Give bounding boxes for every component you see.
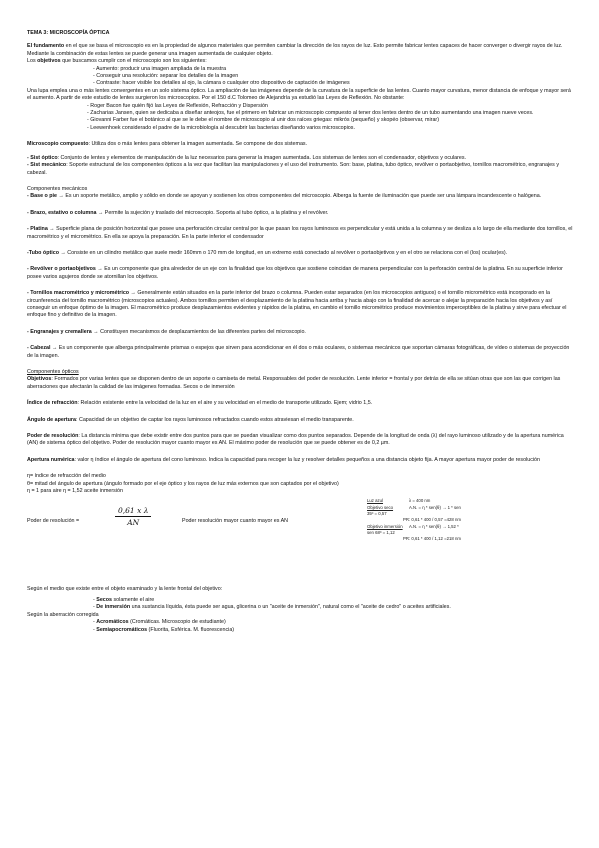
opticos-heading: Componentes ópticos [27, 369, 79, 375]
medio-item [93, 597, 573, 604]
medio-heading: Según el medio que existe entre el objeto examinado y la lente frontal del objetivo: [27, 586, 223, 593]
aberracion-list [27, 619, 573, 634]
mecanico-item-brazo [27, 210, 573, 217]
apertura-label: Ángulo de apertura [27, 416, 76, 423]
objetivos-intro [27, 58, 573, 65]
medio-list [27, 597, 573, 612]
history-item: - Giovanni Farber fue el botánico al que se le debe el nombre de microscopio al unir dos raíces griegas: mikrós (pequeño) y skopéo (observar, mirar) [87, 117, 573, 124]
medio-item [93, 604, 573, 611]
fundamento-paragraph [27, 43, 573, 58]
sist-optico-text: : Conjunto de lentes y elementos de manipulación de la luz necesarios para generar la imagen aumentada. Los sistemas de lentes son el condensador, objetivos y oculares. [57, 154, 467, 161]
acromaticos-text: (Cromáticas. Microscopio de estudiante) [128, 619, 226, 626]
objetivos-label: objetivos [37, 58, 61, 65]
mecanicos-heading: Componentes mecánicos [27, 185, 88, 192]
platina-text: → Superficie plana de posición horizontal que posee una perforación circular central por la que pasan los rayos luminosos es perpendicular y está unida a la columna y se desliza a lo largo de ella mediante dos tornillos, el macrométrico y el micrométrico. En ella se apoya la preparación. En la parte inferior el condensador [27, 226, 573, 240]
history-list [27, 103, 573, 133]
resolucion-text: : La distancia mínima que debe existir entre dos puntos para que se puedan visualizar como dos puntos separados. Depende de la longitud de onda (λ) del rayo luminoso utilizado y de la apertura numérica (AN) de sistema óptico del objetivo. Poder de resolución mayor cuanto mayor es AN. El máximo poder de resolución que se puede obtener es de 0,2 µm. [27, 433, 564, 447]
objetivos-paragraph [27, 376, 573, 391]
goal-item: - Contraste: hacer visible los detalles al ojo, la cámara o cualquier otro dispositivo de captación de imágenes [93, 80, 573, 87]
inmersion-angle: sen 68º = 1,12 [367, 529, 395, 535]
mecanico-item-revolver [27, 266, 573, 281]
semiapocromaticos-label: Semiapocromáticos [96, 626, 148, 633]
fundamento-text: en el que se basa el microscopio es en la propiedad de algunos materiales que permiten cambiar la dirección de los rayos de luz. Esto permite fabricar lentes capaces de hacer converger o divergir rayos de luz. Mediante la combinación de estas lentes se puede generar una imagen aumentada de cualquier objeto. [27, 43, 563, 57]
compuesto-paragraph [27, 141, 573, 148]
fundamento-label: El fundamento [27, 43, 65, 50]
brazo-text: → Permite la sujeción y traslado del microscopio. Soporta al tubo óptico, a la platina y el revólver. [96, 209, 329, 216]
secos-label: Secos [96, 596, 113, 603]
cabezal-label: - Cabezal [27, 345, 51, 352]
resolucion-paragraph [27, 433, 573, 448]
goal-item: - Conseguir una resolución: separar los detalles de la imagen [93, 73, 573, 80]
inmersion-item-label: De inmersión [96, 604, 131, 611]
refraccion-label: Índice de refracción [27, 400, 78, 407]
compuesto-label: Microscopio compuesto [27, 141, 89, 148]
inmersion-item-text: una sustancia líquida, ésta puede ser agua, glicerina o un "aceite de inmersión", natural como el "aceite de cedro" o aceites artificiales. [130, 604, 451, 611]
formula-label: Poder de resolución = [27, 518, 80, 525]
seco-result: PR: 0,61 * 400 / 0,57 =428 nm [403, 517, 461, 523]
history-item: - Roger Bacon fue quién fijó las Leyes de Reflexión, Refracción y Dispersión [87, 103, 573, 110]
compuesto-text: : Utiliza dos o más lentes para obtener la imagen aumentada. Se compone de dos sistemas. [88, 141, 308, 148]
objetivos-def-text: : Formados por varias lentes que se disponen dentro de un soporte o camiseta de metal. Responsables del poder de resolución. Lente inferior = frontal y por detrás de ella se sitúan otras que son las que corrigen las aberraciones que afectarán la calidad de las imágenes formadas. Secos o de inmersión [27, 376, 561, 390]
aberracion-item [93, 619, 573, 626]
numerica-paragraph [27, 457, 573, 464]
tubo-label: -Tubo óptico [27, 249, 59, 256]
objetivos-def-label: Objetivos [27, 376, 52, 383]
lupa-paragraph: Una lupa emplea una o más lentes convergentes en un solo sistema óptico. La ampliación de las imágenes depende de la curvatura de la superficie de las lentes. Cuanto mayor curvatura, menor distancia de enfoque y mayor será el aumento. A partir de este estudio de lentes surgieron los microscopios. Por el 150 d.C Tolomeo de Alejandría ya estudió las Leyes de Reflexión. No obstante: [27, 87, 571, 102]
apertura-text: : Capacidad de un objetivo de captar los rayos luminosos refractados cuando estos atraviesan el medio transparente. [76, 416, 354, 423]
numerica-text: : valor η índice el ángulo de apertura del cono luminoso. Indica la capacidad para recoger la luz y resolver detalles pequeños a una distancia objeto fija. A mayor apertura mayor poder de resolución [74, 456, 541, 463]
numerica-label: Apertura numérica [27, 456, 75, 463]
mecanico-item-tornillos [27, 290, 573, 320]
definition-line: θ= mitad del ángulo de apertura (ángulo formado por el eje óptico y los rayos de luz más externos que son captados por el objetivo) [27, 480, 339, 487]
sist-mecanico-text: : Soporte estructural de los componentes ópticos a la vez que facilitan las manipulaciones y el uso del instrumento. Son: base, platina, tubo óptico, revólver o portaobjetivo, tornillos macrométrico, engranajes y cabezal. [27, 162, 559, 176]
refraccion-paragraph [27, 400, 573, 407]
page-title: TEMA 3: MICROSCOPÍA ÓPTICA [27, 30, 110, 36]
resolucion-label: Poder de resolución [27, 433, 79, 440]
revolver-label: - Revólver o portaobjetivos [27, 266, 96, 273]
inmersion-label: Objetivo inmersión [367, 523, 403, 529]
aberracion-heading: Según la aberración corregida [27, 611, 99, 618]
platina-label: - Platina [27, 226, 48, 233]
refraccion-text: : Relación existente entre la velocidad de la luz en el aire y su velocidad en el medio de transporte utilizado. Ejem; vidrio 1,5. [77, 400, 373, 407]
resolution-formula [115, 506, 151, 527]
formula-denominator: AN [127, 518, 140, 528]
objetivos-pre: Los [27, 58, 38, 65]
brazo-label: - Brazo, estativo o columna [27, 209, 97, 216]
objetivos-text: que buscamos cumplir con el microscopio son los siguientes: [60, 58, 207, 65]
tornillos-label: - Tornillos macrométrico y micrométrico [27, 290, 130, 297]
aberracion-item [93, 627, 573, 634]
goals-list [27, 66, 573, 88]
engranajes-label: - Engranajes y cremallera [27, 328, 92, 335]
acromaticos-label: Acromáticos [96, 619, 129, 626]
mecanico-item-engranajes [27, 329, 573, 336]
mecanico-item-base [27, 193, 573, 200]
revolver-text: → Es un componente que gira alrededor de un eje con la finalidad que los objetivos que sostiene coincidan de manera perpendicular con la perforación central de la platina. En su superficie inferior posee varios agujeros donde se atornillan los objetivos. [27, 266, 563, 280]
sist-mecanico-paragraph [27, 162, 573, 177]
sist-optico-paragraph [27, 155, 573, 162]
definition-line: η= índice de refracción del medio [27, 473, 106, 480]
engranajes-text: → Constituyen mecanismos de desplazamientos de las diferentes partes del microscopio. [91, 328, 306, 335]
base-label: - Base o pie [27, 193, 57, 200]
seco-label: Objetivo seco [367, 504, 394, 510]
mecanico-item-cabezal [27, 345, 573, 360]
tubo-text: → Consiste en un cilindro metálico que suele medir 160mm o 170 mm de longitud, en un extremo está conectado al revólver o portaobjetivos y en el otro se relaciona con el (los) ocular(es). [58, 249, 508, 256]
tornillos-text: → Generalmente están situados en la parte inferior del brazo o columna. Pueden estar separados (en los microscopios antiguos) o el tornillo micrométrico está incorporado en la circunferencia del tornillo macrométrico (microscopios actuales). Ambos tornillos permiten el desplazamiento de la platina hacia arriba y hacia abajo con la finalidad de acercar o alejar la preparación hacia los objetivos y así conseguir un enfoque óptimo de la imagen. El macrométrico produce desplazamientos evidentes y rápidos de la platina, en cambio el tornillo micrométrico produce movimientos imperceptibles de la platina y sirve para efectuar el enfoque fino y definitivo de la imagen. [27, 290, 567, 319]
formula-note: Poder resolución mayor cuanto mayor es AN [182, 518, 289, 525]
sist-optico-label: - Sist óptico [27, 154, 58, 161]
formula-numerator: 0,61 x λ [115, 506, 151, 517]
definition-line: η = 1 para aire η = 1,52 aceite inmersión [27, 488, 123, 495]
goal-item: - Aumento: producir una imagen ampliada de la muestra [93, 66, 573, 73]
history-item: - Zacharias Jansen, quien se dedicaba a diseñar anteojos, fue el primero en fabricar un microscopio compuesto al tener dos lentes dentro de un tubo aumentando una imagen nueve veces. [87, 110, 573, 117]
inmersion-result: PR: 0,61 * 400 / 1,12 =218 nm [403, 536, 461, 542]
formula-block [27, 498, 573, 586]
base-text: → Es un soporte metálico, amplio y sólido en donde se apoyan y sostienen los otros componentes del microscopio. Alberga la fuente de iluminación que puede ser una lámpara incandescente o halógena. [57, 193, 542, 200]
secos-text: solamente el aire [112, 596, 155, 603]
seco-formula: A.N. = η * sen(θ) → 1 * sen [409, 504, 461, 510]
cabezal-text: → Es un componente que alberga principalmente prismas o espejos que sirven para acondicionar en él dos o más oculares, o sistemas mecánicos que soportan cámaras fotográficas, de vídeo o sistemas de proyección de la imagen. [27, 345, 570, 359]
mecanico-item-tubo [27, 250, 573, 257]
mecanico-item-platina [27, 226, 573, 241]
luz-value: λ = 400 nm [409, 498, 431, 504]
history-item: - Leewenhoek considerado el padre de la microbiología al descubrir las bacterias diseñando varios microscopios. [87, 125, 573, 132]
semiapocromaticos-text: (Fluorita, Esférica. M. fluorescencia) [147, 626, 235, 633]
apertura-paragraph [27, 417, 573, 424]
calculation-box [367, 498, 487, 542]
sist-mecanico-label: - Sist mecánico [27, 162, 67, 169]
inmersion-formula: A.N. = η * sen(θ) → 1,52 * [409, 523, 459, 529]
seco-angle: 35º = 0,57 [367, 511, 387, 517]
luz-label: Luz azul [367, 498, 384, 504]
